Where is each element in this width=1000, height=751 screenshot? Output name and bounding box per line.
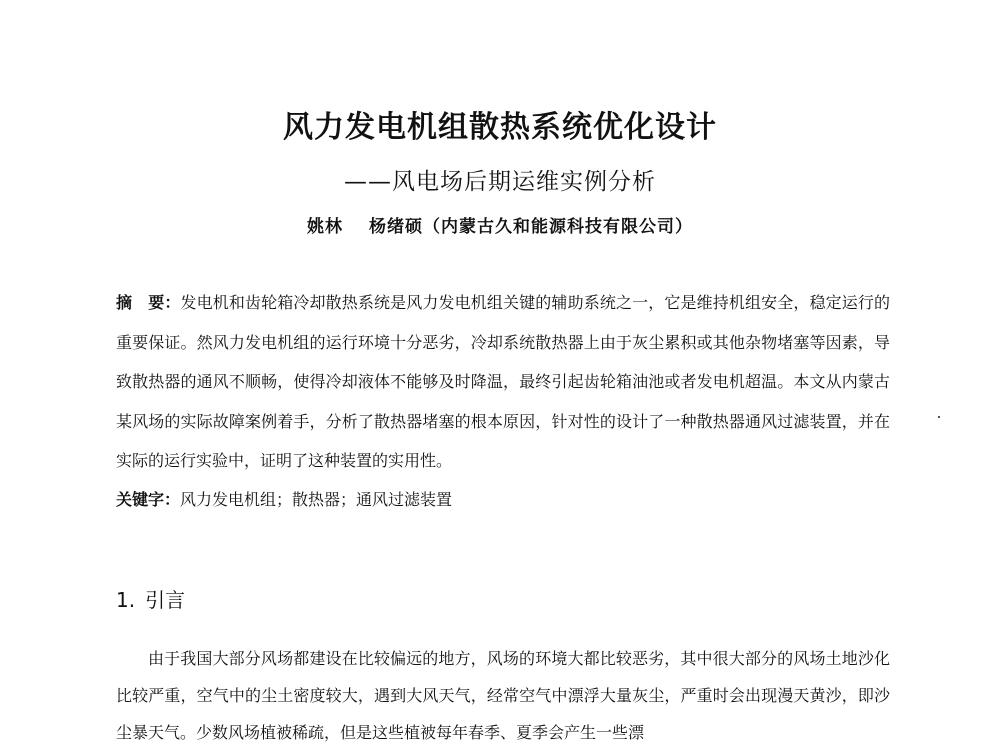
keywords-text: 风力发电机组；散热器；通风过滤装置 xyxy=(180,490,453,509)
keywords-label: 关键字： xyxy=(116,490,181,509)
abstract-text: 发电机和齿轮箱冷却散热系统是风力发电机组关键的辅助系统之一，它是维持机组安全，稳定运行的重要保证。然风力发电机组的运行环境十分恶劣，冷却系统散热器上由于灰尘累积或其他杂物堵塞等因素，导致散热器的通风不顺畅，使得冷却液体不能够及时降温，最终引起齿轮箱油池或者发电机超温。本文从内蒙古某风场的实际故障案例着手，分析了散热器堵塞的根本原因，针对性的设计了一种散热器通风过滤装置，并在实际的运行实验中，证明了这种装置的实用性。 xyxy=(116,293,890,470)
author-affiliation: （内蒙古久和能源科技有限公司） xyxy=(423,217,693,237)
paper-title: 风力发电机组散热系统优化设计 xyxy=(283,110,717,145)
keywords xyxy=(116,480,890,520)
section-number: 1. xyxy=(116,588,136,612)
intro-paragraph: 由于我国大部分风场都建设在比较偏远的地方，风场的环境大都比较恶劣，其中很大部分的风场土地沙化比较严重，空气中的尘土密度较大，遇到大风天气，经常空气中漂浮大量灰尘，严重时会出现漫天黄沙，即沙尘暴天气。少数风场植被稀疏，但是这些植被每年春季、夏季会产生一些漂 xyxy=(116,649,890,742)
abstract xyxy=(116,283,890,481)
abstract-label: 摘 要： xyxy=(116,293,181,312)
paper-subtitle: ——风电场后期运维实例分析 xyxy=(344,169,656,195)
author-name: 姚林 xyxy=(307,217,343,237)
section-title: 引言 xyxy=(145,588,186,612)
author-line xyxy=(0,214,1000,240)
section-heading xyxy=(116,582,185,618)
author-name: 杨绪硕 xyxy=(369,217,423,237)
scan-speck xyxy=(938,416,940,418)
